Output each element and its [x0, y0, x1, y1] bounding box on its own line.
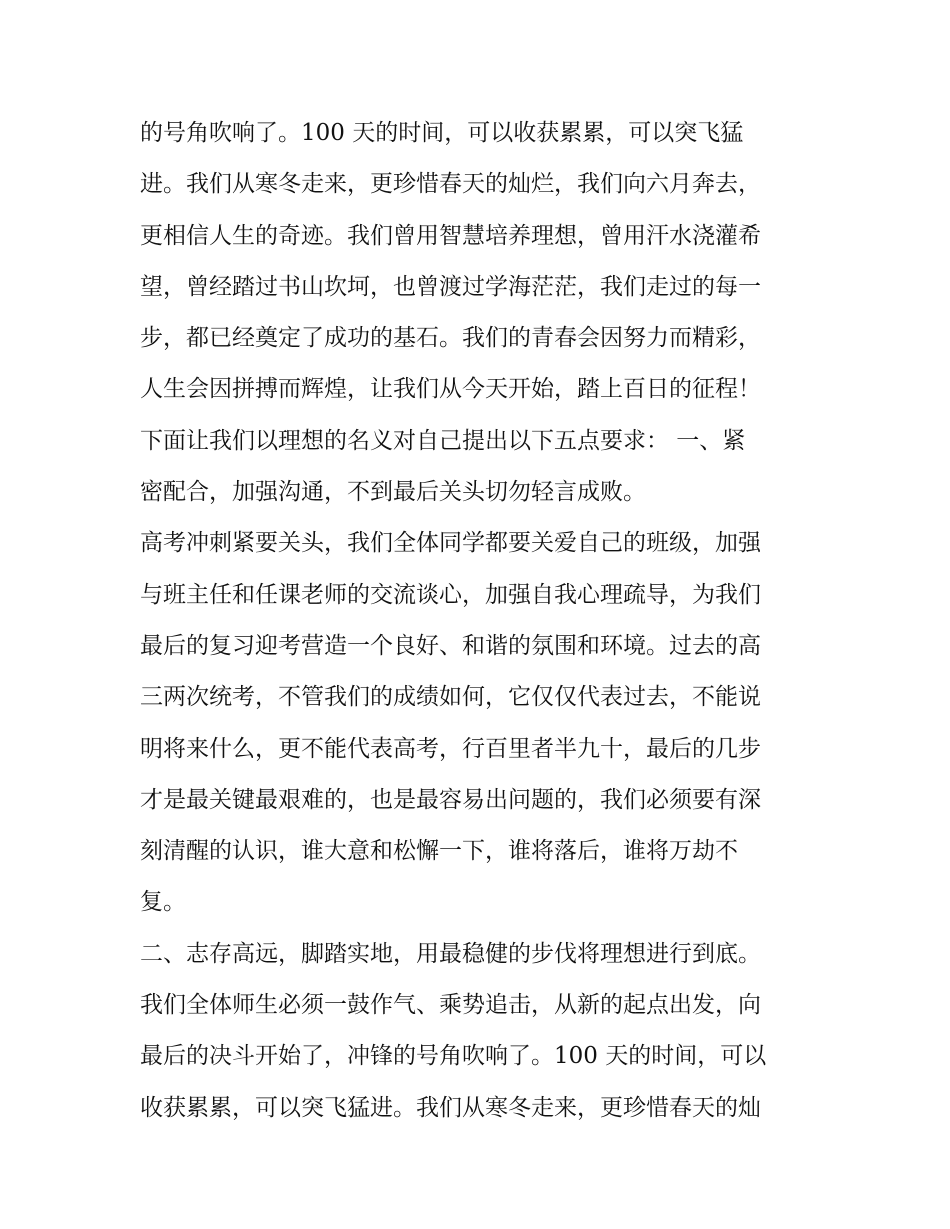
- text-line: 高考冲刺紧要关头，我们全体同学都要关爱自己的班级，加强: [140, 530, 761, 557]
- text-line: 刻清醒的认识，谁大意和松懈一下，谁将落后，谁将万劫不: [140, 838, 738, 865]
- text-line: 进。我们从寒冬走来，更珍惜春天的灿烂，我们向六月奔去，: [140, 171, 761, 198]
- body-text: [140, 108, 830, 1134]
- text-line: 二、志存高远，脚踏实地，用最稳健的步伐将理想进行到底。: [140, 940, 761, 967]
- text-line: 与班主任和任课老师的交流谈心，加强自我心理疏导，为我们: [140, 581, 761, 608]
- text-line: 最后的决斗开始了，冲锋的号角吹响了。100 天的时间，可以: [140, 1043, 767, 1070]
- text-line: 收获累累，可以突飞猛进。我们从寒冬走来，更珍惜春天的灿: [140, 1094, 761, 1121]
- text-line: 复。: [140, 889, 186, 916]
- text-line: 步，都已经奠定了成功的基石。我们的青春会因努力而精彩，: [140, 325, 761, 352]
- text-line: 三两次统考，不管我们的成绩如何，它仅仅代表过去，不能说: [140, 684, 761, 711]
- text-line: 密配合，加强沟通，不到最后关头切勿轻言成败。: [140, 479, 646, 506]
- text-line: 下面让我们以理想的名义对自己提出以下五点要求： 一、紧: [140, 427, 746, 454]
- text-line: 更相信人生的奇迹。我们曾用智慧培养理想，曾用汗水浇灌希: [140, 222, 761, 249]
- text-line: 最后的复习迎考营造一个良好、和谐的氛围和环境。过去的高: [140, 632, 761, 659]
- text-line: 望，曾经踏过书山坎坷，也曾渡过学海茫茫，我们走过的每一: [140, 273, 761, 300]
- text-line: 人生会因拼搏而辉煌，让我们从今天开始，踏上百日的征程！: [140, 376, 761, 403]
- text-line: 明将来什么，更不能代表高考，行百里者半九十，最后的几步: [140, 735, 761, 762]
- text-line: 的号角吹响了。100 天的时间，可以收获累累，可以突飞猛: [140, 120, 744, 146]
- text-line: 我们全体师生必须一鼓作气、乘势追击，从新的起点出发，向: [140, 992, 761, 1019]
- text-line: 才是最关键最艰难的，也是最容易出问题的，我们必须要有深: [140, 786, 761, 813]
